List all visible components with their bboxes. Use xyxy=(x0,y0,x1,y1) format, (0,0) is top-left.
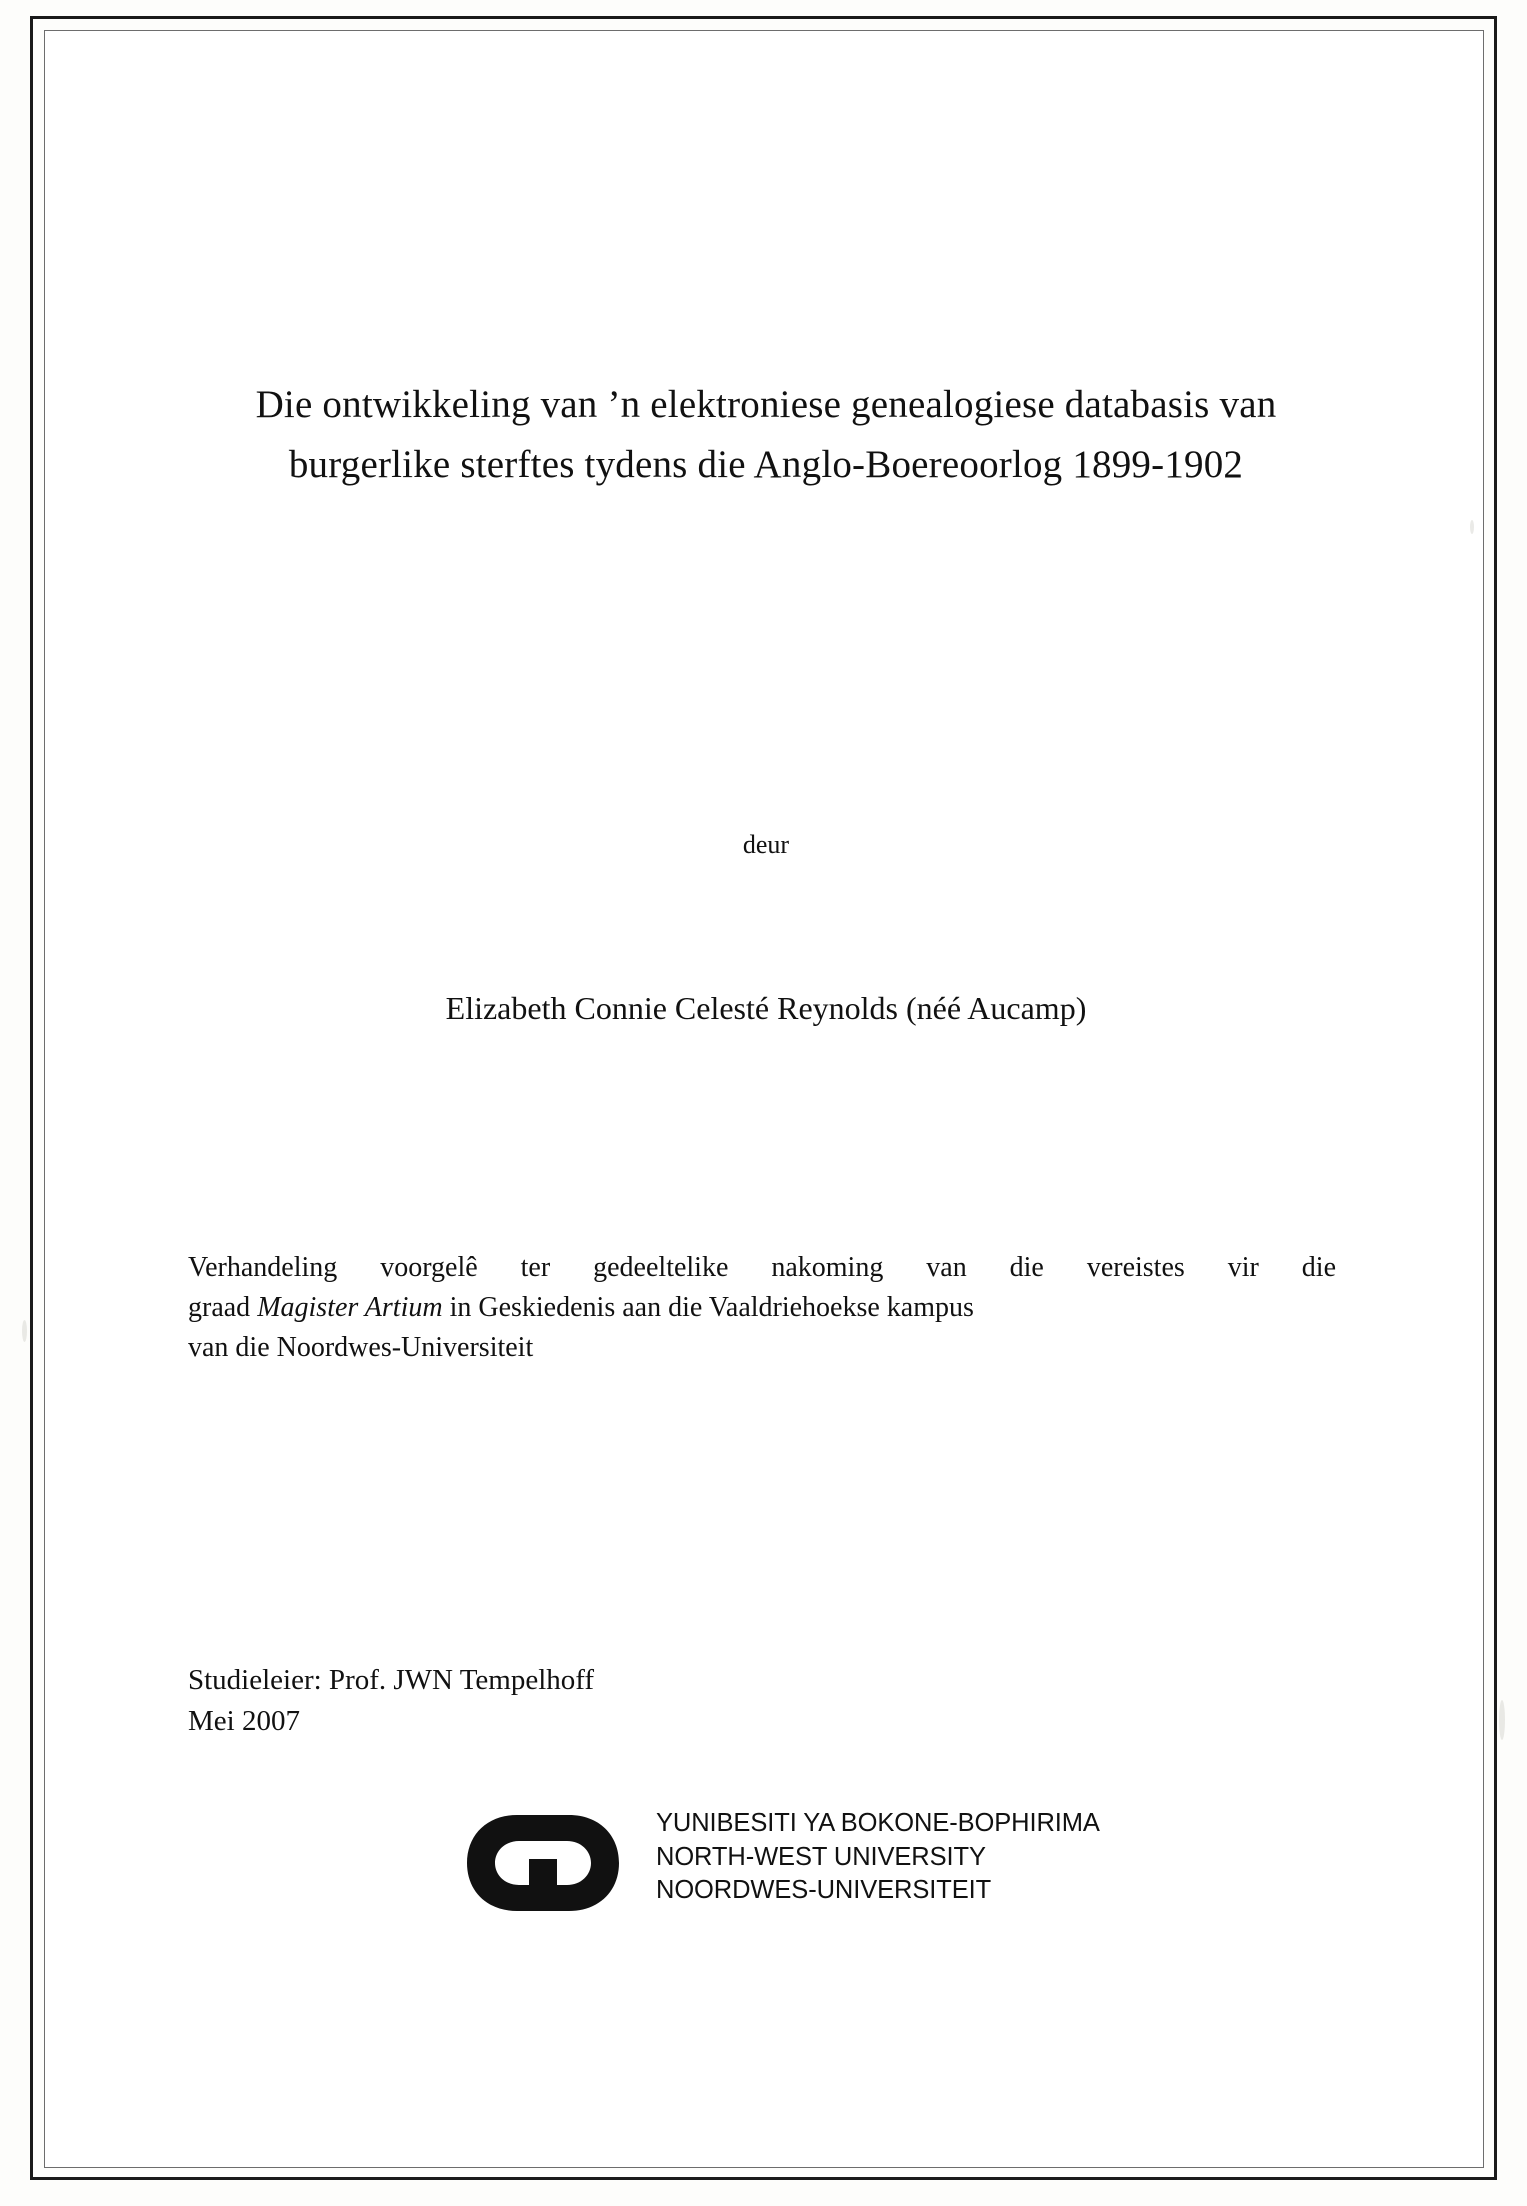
author-name: Elizabeth Connie Celesté Reynolds (néé Aucamp) xyxy=(445,990,1087,1026)
scan-speckle xyxy=(22,1320,27,1342)
title-line-1: Die ontwikkeling van ’n elektroniese genealogiese databasis van xyxy=(255,383,1277,426)
page-title xyxy=(186,375,1346,496)
degree-statement-line-2-suffix: in Geskiedenis aan die Vaaldriehoekse kampus xyxy=(442,1291,974,1323)
logo-text-line-3: NOORDWES-UNIVERSITEIT xyxy=(656,1876,992,1905)
degree-statement-line-1: Verhandeling voorgelê ter gedeeltelike nakoming van die vereistes vir die xyxy=(188,1252,1336,1283)
by-label: deur xyxy=(742,830,790,859)
university-logo-text xyxy=(656,1807,1100,1908)
title-line-2: burgerlike sterftes tydens die Anglo-Boereoorlog 1899-1902 xyxy=(288,443,1244,487)
degree-statement-line-2 xyxy=(188,1288,1336,1328)
supervisor-and-date xyxy=(188,1660,1088,1742)
degree-statement-line-2-prefix: graad xyxy=(188,1291,258,1323)
degree-statement xyxy=(188,1248,1336,1367)
supervisor-line: Studieleier: Prof. JWN Tempelhoff xyxy=(188,1664,595,1696)
nwu-logo-icon xyxy=(461,1809,646,1917)
logo-text-line-2: NORTH-WEST UNIVERSITY xyxy=(656,1842,986,1871)
scan-speckle xyxy=(1499,1700,1505,1740)
university-logo xyxy=(461,1805,1221,1935)
scan-speckle xyxy=(1470,520,1474,534)
title-page-content xyxy=(186,30,1346,2160)
degree-name-italic: Magister Artium xyxy=(257,1291,443,1323)
date-line: Mei 2007 xyxy=(188,1705,300,1738)
degree-statement-line-3: van die Noordwes-Universiteit xyxy=(188,1331,534,1363)
logo-text-line-1: YUNIBESITI YA BOKONE-BOPHIRIMA xyxy=(656,1809,1100,1837)
